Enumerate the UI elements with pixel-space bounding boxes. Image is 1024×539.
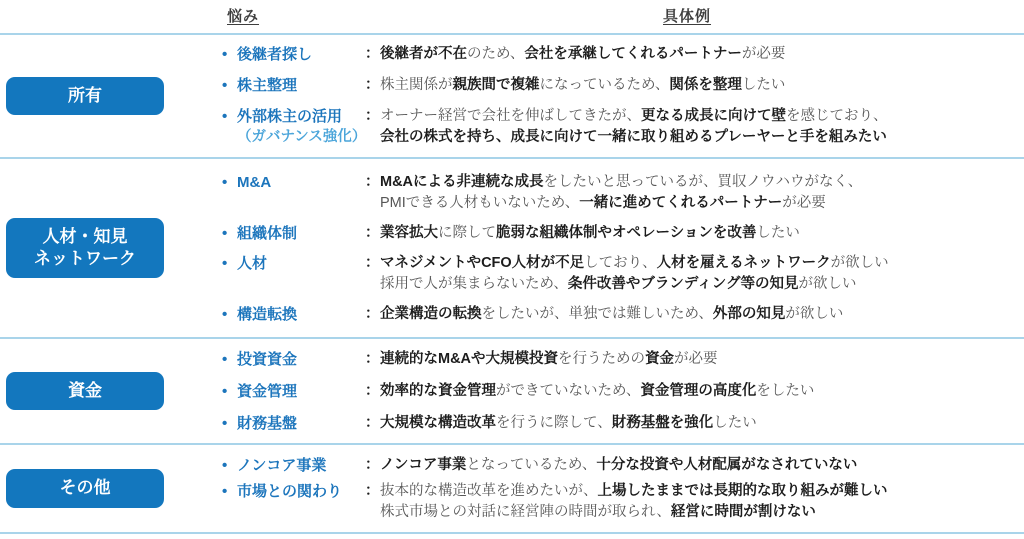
emphasis-text: 財務基盤を強化 (611, 414, 714, 431)
emphasis-text: 更なる成長に向けて壁 (641, 108, 786, 124)
column-header-examples: 具体例 (663, 8, 712, 25)
table-row (222, 106, 1024, 148)
bullet-icon: • (222, 414, 228, 432)
example-cell (365, 172, 1024, 214)
emphasis-text: 会社を承継してくれるパートナー (524, 46, 742, 62)
table-header (0, 0, 1024, 33)
emphasis-text: 資金 (645, 350, 675, 367)
emphasis-text: 脆弱な組織体制やオペレーションを改善 (496, 224, 757, 241)
category-column (0, 159, 222, 337)
emphasis-text: 資金管理の高度化 (640, 382, 757, 399)
table-row (222, 304, 1024, 325)
colon-glyph: ： (365, 108, 380, 124)
table-row (222, 413, 1024, 434)
category-box: 資金 (6, 372, 164, 410)
example-text (380, 172, 1024, 214)
colon-glyph: ： (365, 305, 380, 322)
example-cell (365, 106, 1024, 148)
example-cell (365, 223, 1024, 244)
rows-column (222, 159, 1024, 337)
plain-text: をしたいと思っているが、買収ノウハウがなく、 (543, 173, 863, 190)
worry-sublabel: （ガバナンス強化） (237, 129, 367, 145)
example-cell (365, 413, 1024, 434)
emphasis-text: 一緒に進めてくれるパートナー (579, 194, 783, 211)
worry-label: • 後継者探し (222, 46, 313, 63)
category-section (0, 159, 1024, 339)
example-text (380, 253, 1024, 295)
bullet-icon: • (222, 254, 228, 272)
column-header-worries: 悩み (227, 8, 260, 25)
example-text (380, 481, 1024, 523)
plain-text: に際して (438, 224, 496, 241)
bullet-icon: • (222, 46, 228, 63)
table-row (222, 75, 1024, 96)
colon-glyph: ： (365, 456, 380, 473)
example-text (380, 455, 1024, 476)
emphasis-text: 企業構造の転換 (380, 305, 482, 322)
colon-glyph: ： (365, 173, 380, 190)
category-section (0, 339, 1024, 445)
example-text (380, 381, 1024, 402)
emphasis-text: ノンコア事業 (380, 456, 467, 473)
table-row (222, 253, 1024, 295)
bullet-icon: • (222, 173, 228, 191)
emphasis-text: 人材を雇えるネットワーク (656, 254, 831, 271)
rows-column (222, 35, 1024, 157)
plain-text: ができていないため、 (496, 382, 641, 399)
emphasis-text: 連続的なM&Aや大規模投資 (380, 350, 559, 367)
plain-text: 株主関係が (380, 77, 453, 93)
example-cell (365, 381, 1024, 402)
category-box: 所有 (6, 77, 164, 115)
example-cell (365, 349, 1024, 370)
category-section (0, 445, 1024, 534)
plain-text: をしたいが、単独では難しいため、 (481, 305, 713, 322)
example-cell (365, 455, 1024, 476)
example-cell (365, 304, 1024, 325)
worry-label: • 市場との関わり (222, 482, 343, 500)
rows-column (222, 445, 1024, 532)
colon-glyph: ： (365, 482, 380, 499)
plain-text: したい (756, 224, 800, 241)
category-column (0, 35, 222, 157)
colon-glyph: ： (365, 224, 380, 241)
plain-text: が必要 (741, 46, 786, 62)
plain-text: 株式市場との対話に経営陣の時間が取られ、 (380, 503, 671, 520)
plain-text: になっているため、 (539, 77, 670, 93)
category-box: その他 (6, 469, 164, 507)
example-text (380, 223, 1024, 244)
emphasis-text: 効率的な資金管理 (380, 382, 496, 399)
plain-text: が必要 (674, 350, 718, 367)
plain-text: 抜本的な構造改革を進めたいが、 (380, 482, 598, 499)
worry-label: • ノンコア事業 (222, 456, 327, 474)
emphasis-text: M&Aによる非連続な成長 (380, 173, 544, 190)
worry-label: • M&A (222, 173, 272, 191)
category-column (0, 445, 222, 532)
rows-column (222, 339, 1024, 443)
emphasis-text: 親族間で複雑 (452, 77, 540, 93)
bullet-icon: • (222, 305, 228, 323)
emphasis-text: 経営に時間が割けない (670, 503, 816, 520)
worry-label: • 人材 (222, 254, 268, 272)
example-cell (365, 44, 1024, 65)
emphasis-text: 大規模な構造改革 (380, 414, 496, 431)
emphasis-text: 条件改善やブランディング等の知見 (567, 275, 799, 292)
worry-label: • 株主整理 (222, 77, 298, 94)
colon-glyph: ： (365, 382, 380, 399)
table-row (222, 481, 1024, 523)
category-section (0, 35, 1024, 159)
plain-text: をしたい (756, 382, 815, 399)
example-text (380, 44, 1024, 65)
plain-text: を行うに際して、 (496, 414, 612, 431)
example-cell (365, 481, 1024, 523)
emphasis-text: 会社の株式を持ち、成長に向けて一緒に取り組めるプレーヤーと手を組みたい (380, 129, 887, 145)
plain-text: オーナー経営で会社を伸ばしてきたが、 (380, 108, 641, 124)
plain-text: したい (713, 414, 757, 431)
emphasis-text: 後継者が不在 (380, 46, 467, 62)
worry-label: • 外部株主の活用 （ガバナンス強化） (222, 108, 367, 145)
category-box: 人材・知見 ネットワーク (6, 218, 164, 279)
plain-text: を感じており、 (786, 108, 888, 124)
plain-text: 採用で人が集まらないため、 (380, 275, 568, 292)
plain-text: となっているため、 (466, 456, 597, 473)
plain-text: PMIできる人材もいないため、 (380, 194, 580, 211)
sections (0, 33, 1024, 534)
table-row (222, 349, 1024, 370)
plain-text: しており、 (584, 254, 657, 271)
emphasis-text: マネジメントやCFO人材が不足 (380, 254, 585, 271)
example-text (380, 413, 1024, 434)
emphasis-text: 関係を整理 (669, 77, 742, 93)
bullet-icon: • (222, 456, 228, 474)
plain-text: が欲しい (830, 254, 889, 271)
colon-glyph: ： (365, 350, 380, 367)
example-text (380, 75, 1024, 96)
table-row (222, 223, 1024, 244)
worry-label: • 投資資金 (222, 350, 298, 368)
table-row (222, 172, 1024, 214)
table-row (222, 455, 1024, 476)
example-cell (365, 75, 1024, 96)
emphasis-text: 十分な投資や人材配属がなされていない (596, 456, 858, 473)
emphasis-text: 業容拡大 (380, 224, 438, 241)
example-cell (365, 253, 1024, 295)
plain-text: が欲しい (785, 305, 844, 322)
plain-text: が必要 (782, 194, 826, 211)
example-text (380, 106, 1024, 148)
table-row (222, 44, 1024, 65)
category-column (0, 339, 222, 443)
worry-label: • 資金管理 (222, 382, 298, 400)
table-row (222, 381, 1024, 402)
example-text (380, 304, 1024, 325)
plain-text: が欲しい (798, 275, 857, 292)
colon-glyph: ： (365, 46, 380, 62)
plain-text: のため、 (467, 46, 525, 62)
plain-text: を行うための (558, 350, 646, 367)
emphasis-text: 上場したままでは長期的な取り組みが難しい (597, 482, 888, 499)
example-text (380, 349, 1024, 370)
bullet-icon: • (222, 382, 228, 400)
bullet-icon: • (222, 77, 228, 94)
worry-label: • 構造転換 (222, 305, 298, 323)
worry-label: • 財務基盤 (222, 414, 298, 432)
bullet-icon: • (222, 224, 228, 242)
emphasis-text: 外部の知見 (712, 305, 786, 322)
bullet-icon: • (222, 350, 228, 368)
colon-glyph: ： (365, 254, 380, 271)
colon-glyph: ： (365, 414, 380, 431)
bullet-icon: • (222, 108, 228, 125)
worry-label: • 組織体制 (222, 224, 298, 242)
bullet-icon: • (222, 482, 228, 500)
colon-glyph: ： (365, 77, 380, 93)
plain-text: したい (741, 77, 786, 93)
